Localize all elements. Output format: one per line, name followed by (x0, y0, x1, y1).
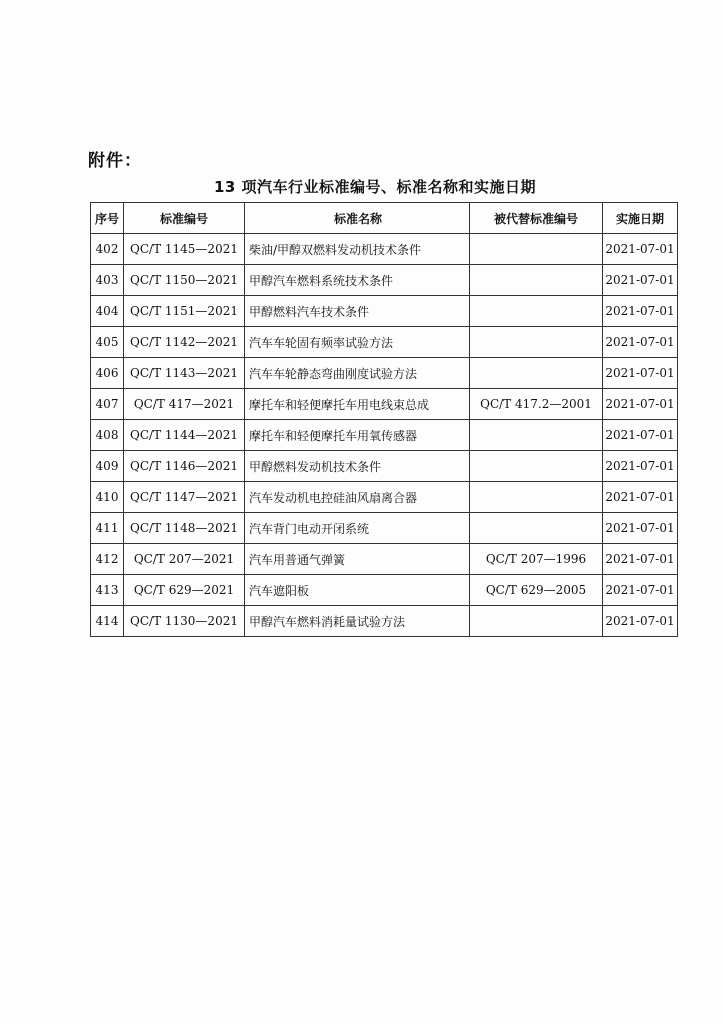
cell-replaced (470, 234, 603, 265)
cell-seq: 405 (91, 327, 124, 358)
attachment-label: 附件： (88, 151, 142, 171)
table-row (91, 513, 678, 544)
cell-seq: 413 (91, 575, 124, 606)
cell-name: 摩托车和轻便摩托车用电线束总成 (245, 389, 470, 420)
cell-name: 汽车用普通气弹簧 (245, 544, 470, 575)
cell-date: 2021-07-01 (603, 451, 678, 482)
header-date: 实施日期 (603, 203, 678, 234)
cell-name: 汽车发动机电控硅油风扇离合器 (245, 482, 470, 513)
cell-name: 汽车遮阳板 (245, 575, 470, 606)
cell-name: 甲醇汽车燃料消耗量试验方法 (245, 606, 470, 637)
cell-replaced (470, 265, 603, 296)
table-row (91, 606, 678, 637)
table-row (91, 420, 678, 451)
cell-seq: 408 (91, 420, 124, 451)
cell-name: 摩托车和轻便摩托车用氧传感器 (245, 420, 470, 451)
table-body (91, 234, 678, 637)
cell-date: 2021-07-01 (603, 265, 678, 296)
cell-replaced (470, 482, 603, 513)
cell-code: QC/T 1130—2021 (124, 606, 245, 637)
cell-seq: 404 (91, 296, 124, 327)
cell-replaced (470, 420, 603, 451)
standards-table (90, 202, 678, 637)
cell-name: 柴油/甲醇双燃料发动机技术条件 (245, 234, 470, 265)
cell-seq: 411 (91, 513, 124, 544)
document-title: 13 项汽车行业标准编号、标准名称和实施日期 (213, 178, 537, 196)
cell-date: 2021-07-01 (603, 575, 678, 606)
table-row (91, 296, 678, 327)
cell-code: QC/T 1144—2021 (124, 420, 245, 451)
cell-code: QC/T 1146—2021 (124, 451, 245, 482)
cell-code: QC/T 1147—2021 (124, 482, 245, 513)
cell-code: QC/T 207—2021 (124, 544, 245, 575)
cell-seq: 410 (91, 482, 124, 513)
header-row (91, 203, 678, 234)
table-row (91, 234, 678, 265)
cell-date: 2021-07-01 (603, 513, 678, 544)
cell-seq: 414 (91, 606, 124, 637)
table-row (91, 575, 678, 606)
cell-date: 2021-07-01 (603, 327, 678, 358)
header-seq: 序号 (91, 203, 124, 234)
table-row (91, 389, 678, 420)
cell-code: QC/T 1142—2021 (124, 327, 245, 358)
cell-date: 2021-07-01 (603, 389, 678, 420)
cell-seq: 407 (91, 389, 124, 420)
cell-replaced (470, 358, 603, 389)
cell-replaced (470, 513, 603, 544)
table-row (91, 482, 678, 513)
cell-seq: 406 (91, 358, 124, 389)
header-code: 标准编号 (124, 203, 245, 234)
table-row (91, 544, 678, 575)
cell-replaced: QC/T 207—1996 (470, 544, 603, 575)
cell-name: 甲醇燃料发动机技术条件 (245, 451, 470, 482)
cell-code: QC/T 1150—2021 (124, 265, 245, 296)
cell-replaced (470, 451, 603, 482)
cell-replaced: QC/T 629—2005 (470, 575, 603, 606)
cell-name: 甲醇燃料汽车技术条件 (245, 296, 470, 327)
cell-date: 2021-07-01 (603, 234, 678, 265)
cell-name: 汽车车轮静态弯曲刚度试验方法 (245, 358, 470, 389)
cell-code: QC/T 417—2021 (124, 389, 245, 420)
cell-date: 2021-07-01 (603, 606, 678, 637)
table-row (91, 265, 678, 296)
cell-date: 2021-07-01 (603, 296, 678, 327)
table-header (91, 203, 678, 234)
cell-date: 2021-07-01 (603, 420, 678, 451)
cell-date: 2021-07-01 (603, 482, 678, 513)
table-row (91, 327, 678, 358)
cell-code: QC/T 1143—2021 (124, 358, 245, 389)
cell-replaced: QC/T 417.2—2001 (470, 389, 603, 420)
table-row (91, 358, 678, 389)
cell-date: 2021-07-01 (603, 358, 678, 389)
cell-code: QC/T 1148—2021 (124, 513, 245, 544)
cell-replaced (470, 296, 603, 327)
cell-seq: 409 (91, 451, 124, 482)
table-row (91, 451, 678, 482)
cell-code: QC/T 1145—2021 (124, 234, 245, 265)
header-replaced: 被代替标准编号 (470, 203, 603, 234)
cell-name: 汽车车轮固有频率试验方法 (245, 327, 470, 358)
cell-replaced (470, 327, 603, 358)
cell-seq: 412 (91, 544, 124, 575)
cell-code: QC/T 1151—2021 (124, 296, 245, 327)
cell-name: 甲醇汽车燃料系统技术条件 (245, 265, 470, 296)
cell-seq: 402 (91, 234, 124, 265)
cell-code: QC/T 629—2021 (124, 575, 245, 606)
cell-date: 2021-07-01 (603, 544, 678, 575)
header-name: 标准名称 (245, 203, 470, 234)
cell-seq: 403 (91, 265, 124, 296)
cell-replaced (470, 606, 603, 637)
cell-name: 汽车背门电动开闭系统 (245, 513, 470, 544)
